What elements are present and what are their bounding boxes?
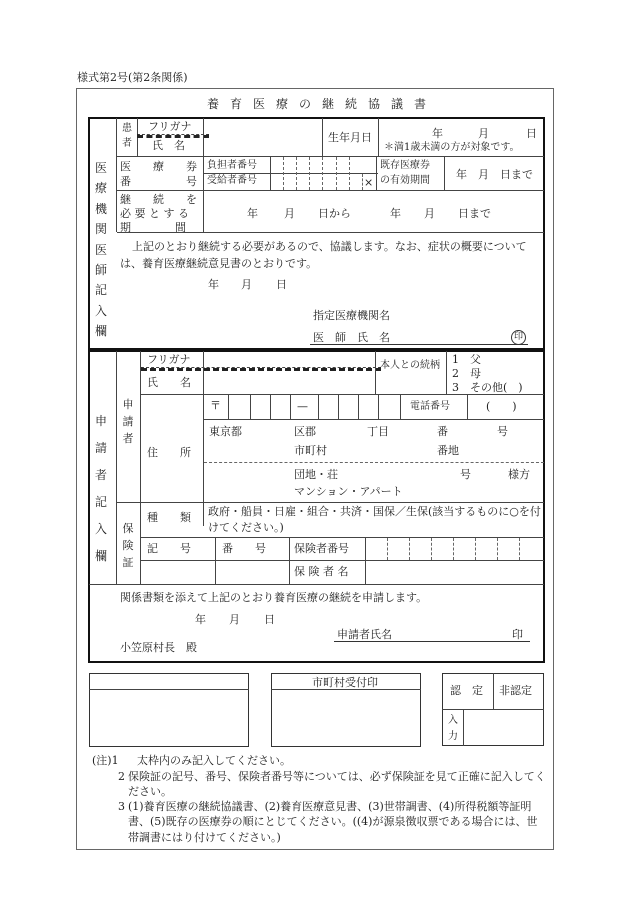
birth-note: ＊満1歳未満の方が対象です。 <box>384 142 520 153</box>
form-number: 様式第2号(第2条関係) <box>77 71 188 84</box>
phone-label: 電話番号 <box>410 401 450 412</box>
form-title: 養育医療の継続協議書 <box>207 97 438 111</box>
note-1: 太枠内のみ記入してください。 <box>137 754 291 767</box>
request-statement: 関係書類を添えて上記のとおり養育医療の継続を申請します。 <box>120 591 428 604</box>
medical-statement: 上記のとおり継続する必要があるので、協議します。なお、症状の概要については、養育医療継続意見書のとおりです。 <box>120 240 527 271</box>
existing-period: 年 月 日まで <box>456 168 533 181</box>
note-2: 保険証の記号、番号、保険者番号等については、必ず保険証を見て正確に記入してください。 <box>128 770 546 799</box>
applicant-name-label: 申請者氏名 <box>337 628 392 641</box>
insurance-kind: 政府・船員・日雇・組合・共済・国保／生保(該当するものに○を付けてください。) <box>208 505 541 534</box>
doctor-label: 医 師 氏 名 <box>313 331 390 344</box>
postal-mark: 〒 <box>210 399 221 412</box>
institution-label: 指定医療機関名 <box>313 309 390 322</box>
payer-number-label: 負担者番号 <box>207 160 257 171</box>
addressee: 小笠原村長 殿 <box>120 641 197 654</box>
reject-label: 非認定 <box>499 684 532 697</box>
birth-label: 生年月日 <box>328 131 372 144</box>
cross-mark: × <box>364 176 374 189</box>
input-label: 入力 <box>448 715 458 742</box>
address-label: 住 所 <box>147 446 191 459</box>
applicant-name-label: 氏 名 <box>147 376 191 389</box>
insurance-label: 保険証 <box>122 522 134 570</box>
approve-label: 認 定 <box>450 684 483 697</box>
patient-label: 患者 <box>122 123 132 149</box>
recipient-number-label: 受給者番号 <box>207 175 257 186</box>
furigana-label: フリガナ <box>148 120 192 133</box>
stamp-box-left <box>89 673 249 747</box>
applicant-seal: 印 <box>512 628 523 641</box>
medical-side-label: 医療機関医師記入欄 <box>94 161 107 339</box>
receipt-label: 市町村受付印 <box>312 676 378 689</box>
note-3: (1)養育医療の継続協議書、(2)養育医療意見書、(3)世帯調書、(4)所得税額等証明書、(5)既存の医療券の順にとじてください。((4)が源泉徴収票である場合には、世帯調書にはり付けてください。) <box>128 800 538 844</box>
relation-label: 本人との続柄 <box>380 360 440 371</box>
doctor-seal: 印 <box>511 330 526 345</box>
applicant-side-label: 申請者記入欄 <box>94 414 107 563</box>
applicant-label: 申請者 <box>122 398 134 446</box>
patient-name-label: 氏 名 <box>152 139 185 152</box>
